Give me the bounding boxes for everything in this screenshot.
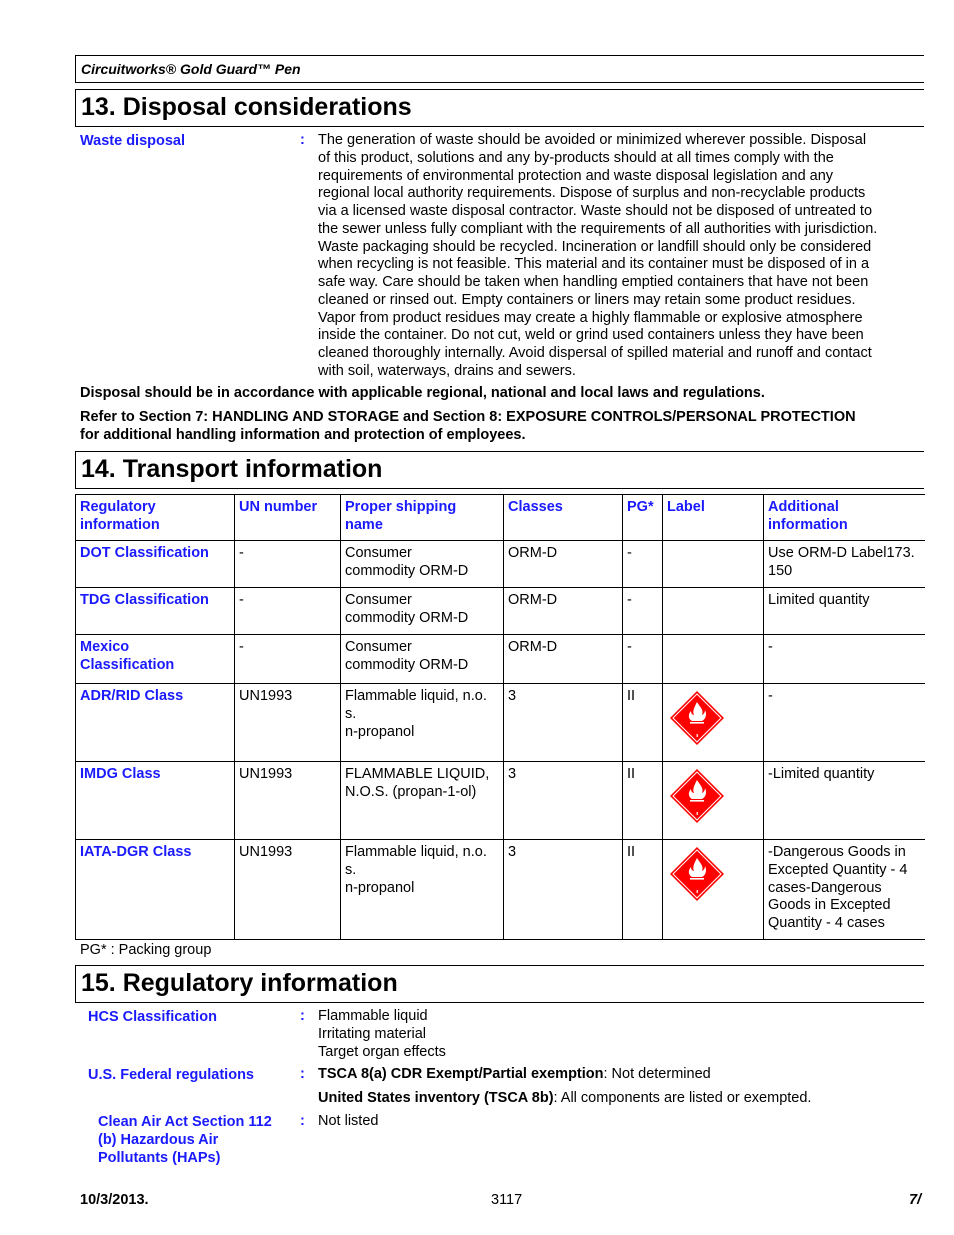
additional-info-cell [764, 762, 925, 840]
header-line: Regulatory [80, 499, 156, 515]
packing-group-footnote: PG* : Packing group [80, 942, 212, 958]
additional-info-cell [764, 588, 925, 635]
additional-info-cell [764, 840, 925, 940]
classes-cell: 3 [504, 762, 623, 840]
hcs-value: Flammable liquid [318, 1008, 428, 1024]
shipping-name-line: n-propanol [345, 879, 415, 896]
waste-disposal-line: cleaned or rinsed out. Empty containers or liners may retain some product residues. [318, 291, 856, 308]
classes-cell: ORM-D [504, 635, 623, 684]
shipping-name-line: s. [345, 861, 357, 878]
tsca-8a-label: TSCA 8(a) CDR Exempt/Partial exemption [318, 1066, 604, 1082]
label-cell [663, 541, 764, 588]
additional-info-line: Limited quantity [768, 592, 870, 608]
waste-disposal-line: when recycling is not feasible. This material and its container must be disposed of in a [318, 256, 870, 273]
pg-cell: II [623, 762, 663, 840]
waste-disposal-line: of this product, solutions and any by-products should at all times comply with the [318, 149, 834, 166]
regulatory-line: IATA-DGR Class [80, 844, 192, 860]
federal-colon: : [300, 1066, 305, 1082]
waste-disposal-text [318, 132, 923, 381]
un-number-cell: UN1993 [235, 684, 341, 762]
hcs-value: Irritating material [318, 1025, 426, 1042]
waste-disposal-line: inside the container. Do not cut, weld or grind used containers unless they have been [318, 327, 864, 344]
additional-info-line: Use ORM-D Label173. [768, 545, 915, 561]
pg-cell: II [623, 840, 663, 940]
tsca-8a-value: : Not determined [603, 1066, 711, 1082]
regulatory-cell [76, 840, 235, 940]
section-13-title-box [75, 89, 924, 127]
un-number-cell: - [235, 588, 341, 635]
label-cell [663, 635, 764, 684]
label-cell [663, 762, 764, 840]
regulatory-cell [76, 541, 235, 588]
tsca-8b-label: United States inventory (TSCA 8b) [318, 1090, 554, 1106]
waste-disposal-label: Waste disposal [80, 133, 186, 149]
caa-label-line: Clean Air Act Section 112 [98, 1114, 272, 1130]
waste-disposal-line: cleaned thoroughly internally. Avoid dispersal of spilled material and runoff and contact [318, 345, 872, 361]
tsca-8a-line [318, 1066, 711, 1084]
hcs-colon: : [300, 1008, 305, 1024]
additional-info-line: - [768, 639, 773, 655]
product-name: Circuitworks® Gold Guard™ Pen [81, 61, 301, 77]
header-classes [504, 495, 623, 541]
shipping-name-line: s. [345, 705, 357, 722]
regulatory-line: IMDG Class [80, 766, 161, 782]
label-cell [663, 840, 764, 940]
section-15-title: 15. Regulatory information [81, 969, 398, 997]
additional-info-cell [764, 635, 925, 684]
regulatory-line: ADR/RID Class [80, 688, 184, 704]
shipping-name-cell [341, 840, 504, 940]
hcs-values [318, 1008, 446, 1061]
header-line: UN number [239, 499, 318, 515]
shipping-name-line: Flammable liquid, n.o. [345, 688, 487, 704]
transport-row [76, 684, 925, 762]
header-label [663, 495, 764, 541]
header-line: information [80, 516, 160, 533]
shipping-name-cell [341, 635, 504, 684]
regulatory-cell [76, 635, 235, 684]
header-line: name [345, 516, 383, 533]
shipping-name-cell [341, 684, 504, 762]
shipping-name-line: Flammable liquid, n.o. [345, 844, 487, 860]
additional-info-line: - [768, 688, 773, 704]
section-14-title: 14. Transport information [81, 455, 383, 483]
hcs-value: Target organ effects [318, 1043, 446, 1060]
additional-info-line: Excepted Quantity - 4 [768, 861, 908, 878]
transport-row [76, 588, 925, 635]
shipping-name-line: commodity ORM-D [345, 609, 469, 626]
waste-disposal-colon: : [300, 132, 305, 148]
header-line: Proper shipping [345, 499, 457, 515]
caa-value: Not listed [318, 1113, 379, 1129]
shipping-name-cell [341, 541, 504, 588]
regulatory-cell [76, 588, 235, 635]
header-regulatory [76, 495, 235, 541]
waste-disposal-line: the sewer unless fully compliant with the requirements of all authorities with jurisdiction. [318, 220, 878, 237]
pg-cell: II [623, 684, 663, 762]
additional-info-cell [764, 541, 925, 588]
flammable-liquid-icon [669, 768, 725, 824]
federal-regulations-label: U.S. Federal regulations [88, 1067, 254, 1083]
waste-disposal-line: via a licensed waste disposal contractor. Waste should not be disposed of untreated to [318, 203, 873, 219]
hcs-classification-label: HCS Classification [88, 1009, 217, 1025]
additional-info-line: cases-Dangerous [768, 879, 882, 896]
transport-row [76, 635, 925, 684]
regulatory-line: TDG Classification [80, 592, 209, 608]
classes-cell: ORM-D [504, 541, 623, 588]
classes-cell: 3 [504, 840, 623, 940]
waste-disposal-line: The generation of waste should be avoided or minimized wherever possible. Disposal [318, 132, 867, 148]
additional-info-line: -Dangerous Goods in [768, 844, 906, 860]
regulatory-line: Classification [80, 656, 175, 673]
clean-air-act-label [98, 1113, 272, 1167]
section-15-title-box [75, 965, 924, 1003]
un-number-cell: - [235, 635, 341, 684]
caa-label-line: Pollutants (HAPs) [98, 1150, 221, 1166]
transport-row [76, 762, 925, 840]
shipping-name-cell [341, 588, 504, 635]
waste-disposal-line: requirements of environmental protection and waste disposal legislation and any [318, 167, 834, 184]
shipping-name-line: n-propanol [345, 723, 415, 740]
waste-disposal-line: regional local authority requirements. Dispose of surplus and non-recyclable products [318, 185, 866, 202]
shipping-name-line: Consumer [345, 545, 412, 561]
transport-row [76, 541, 925, 588]
additional-info-cell [764, 684, 925, 762]
refer-note-line-1: Refer to Section 7: HANDLING AND STORAGE and Section 8: EXPOSURE CONTROLS/PERSONAL PROTECTION [80, 409, 856, 425]
tsca-8b-line [318, 1090, 811, 1108]
caa-label-line: (b) Hazardous Air [98, 1132, 219, 1148]
classes-cell: ORM-D [504, 588, 623, 635]
shipping-name-line: commodity ORM-D [345, 562, 469, 579]
un-number-cell: UN1993 [235, 762, 341, 840]
footer-date: 10/3/2013. [80, 1192, 149, 1208]
additional-info-line: Goods in Excepted [768, 897, 891, 914]
flammable-liquid-icon [669, 690, 725, 746]
pg-cell: - [623, 541, 663, 588]
caa-colon: : [300, 1113, 305, 1129]
flammable-liquid-icon [669, 846, 725, 902]
header-line: Classes [508, 499, 563, 515]
transport-header-row [76, 495, 925, 541]
shipping-name-line: commodity ORM-D [345, 656, 469, 673]
shipping-name-line: Consumer [345, 592, 412, 608]
shipping-name-line: FLAMMABLE LIQUID, [345, 766, 490, 782]
section-13-title: 13. Disposal considerations [81, 93, 412, 121]
un-number-cell: UN1993 [235, 840, 341, 940]
footer-page: 7/ [909, 1192, 922, 1208]
header-line: Label [667, 499, 705, 515]
transport-table [75, 494, 925, 940]
additional-info-line: Quantity - 4 cases [768, 915, 885, 931]
refer-note-line-2: for additional handling information and protection of employees. [80, 427, 526, 443]
footer-code: 3117 [491, 1192, 523, 1208]
regulatory-cell [76, 684, 235, 762]
header-line: PG* [627, 499, 654, 515]
header-line: information [768, 516, 848, 533]
shipping-name-cell [341, 762, 504, 840]
label-cell [663, 588, 764, 635]
waste-disposal-line: safe way. Care should be taken when handling emptied containers that have not been [318, 274, 869, 290]
pg-cell: - [623, 588, 663, 635]
header-shipping-name [341, 495, 504, 541]
disposal-note: Disposal should be in accordance with applicable regional, national and local laws and regulations. [80, 385, 765, 401]
header-un-number [235, 495, 341, 541]
shipping-name-line: Consumer [345, 639, 412, 655]
header-line: Additional [768, 499, 839, 515]
waste-disposal-line: Vapor from product residues may create a highly flammable or explosive atmosphere [318, 309, 863, 326]
additional-info-line: 150 [768, 562, 793, 579]
waste-disposal-line: with soil, waterways, drains and sewers. [318, 362, 576, 379]
un-number-cell: - [235, 541, 341, 588]
header-pg [623, 495, 663, 541]
classes-cell: 3 [504, 684, 623, 762]
waste-disposal-line: Waste packaging should be recycled. Incineration or landfill should only be considered [318, 238, 872, 255]
shipping-name-line: N.O.S. (propan-1-ol) [345, 783, 477, 800]
section-14-title-box [75, 451, 924, 489]
tsca-8b-value: : All components are listed or exempted. [553, 1090, 812, 1106]
pg-cell: - [623, 635, 663, 684]
label-cell [663, 684, 764, 762]
regulatory-cell [76, 762, 235, 840]
regulatory-line: DOT Classification [80, 545, 209, 561]
document-header [75, 55, 924, 83]
additional-info-line: -Limited quantity [768, 766, 875, 782]
transport-row [76, 840, 925, 940]
header-additional [764, 495, 925, 541]
regulatory-line: Mexico [80, 639, 130, 655]
